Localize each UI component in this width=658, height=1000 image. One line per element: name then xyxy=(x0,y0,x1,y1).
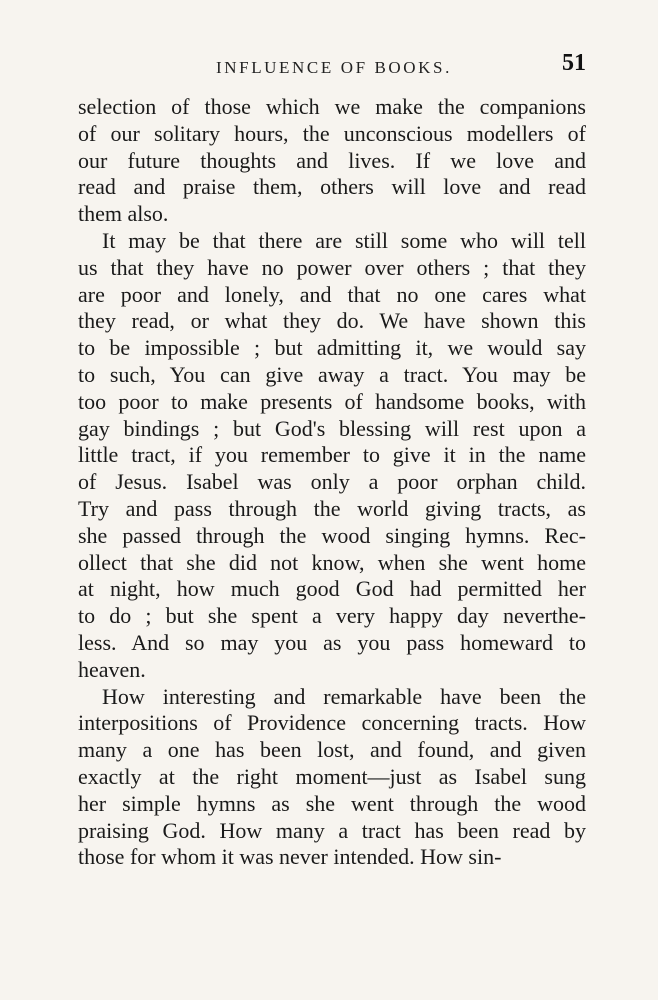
text-line: to be impossible ; but admitting it, we would say xyxy=(78,335,586,361)
text-line: they read, or what they do. We have shown this xyxy=(78,308,586,334)
paragraph-1 xyxy=(78,94,586,228)
text-line: at night, how much good God had permitted her xyxy=(78,576,586,602)
text-line: How interesting and remarkable have been the xyxy=(102,683,586,709)
text-line: them also. xyxy=(78,201,169,227)
page-header xyxy=(78,50,586,84)
text-line: It may be that there are still some who will tell xyxy=(102,227,586,253)
text-line: of our solitary hours, the unconscious modellers of xyxy=(78,120,586,146)
text-line: of Jesus. Isabel was only a poor orphan child. xyxy=(78,469,586,495)
text-line: our future thoughts and lives. If we love and xyxy=(78,147,586,173)
text-line: ollect that she did not know, when she went home xyxy=(78,549,586,575)
text-line: little tract, if you remember to give it in the name xyxy=(78,442,586,468)
text-line: are poor and lonely, and that no one cares what xyxy=(78,281,586,307)
text-line: selection of those which we make the companions xyxy=(78,94,586,119)
text-line: exactly at the right moment—just as Isabel sung xyxy=(78,763,586,789)
running-title: INFLUENCE OF BOOKS. xyxy=(216,58,452,77)
text-line: heaven. xyxy=(78,656,146,682)
text-line: praising God. How many a tract has been read by xyxy=(78,817,586,843)
text-line: Try and pass through the world giving tracts, as xyxy=(78,495,586,521)
page-number: 51 xyxy=(562,50,586,76)
text-line: gay bindings ; but God's blessing will rest upon a xyxy=(78,415,586,441)
text-line: those for whom it was never intended. How sin- xyxy=(78,844,502,870)
text-line: she passed through the wood singing hymns. Rec- xyxy=(78,522,586,548)
body-text xyxy=(78,94,586,871)
text-line: interpositions of Providence concerning tracts. How xyxy=(78,710,586,736)
paragraph-3 xyxy=(78,684,586,872)
text-line: many a one has been lost, and found, and given xyxy=(78,737,586,763)
text-line: less. And so may you as you pass homeward to xyxy=(78,629,586,655)
text-line: too poor to make presents of handsome books, with xyxy=(78,388,586,414)
text-line: to such, You can give away a tract. You may be xyxy=(78,361,586,387)
text-line: us that they have no power over others ; that they xyxy=(78,254,586,280)
paragraph-2 xyxy=(78,228,586,684)
text-line: to do ; but she spent a very happy day neverthe- xyxy=(78,603,586,629)
text-line: her simple hymns as she went through the wood xyxy=(78,790,586,816)
text-line: read and praise them, others will love and read xyxy=(78,174,586,200)
